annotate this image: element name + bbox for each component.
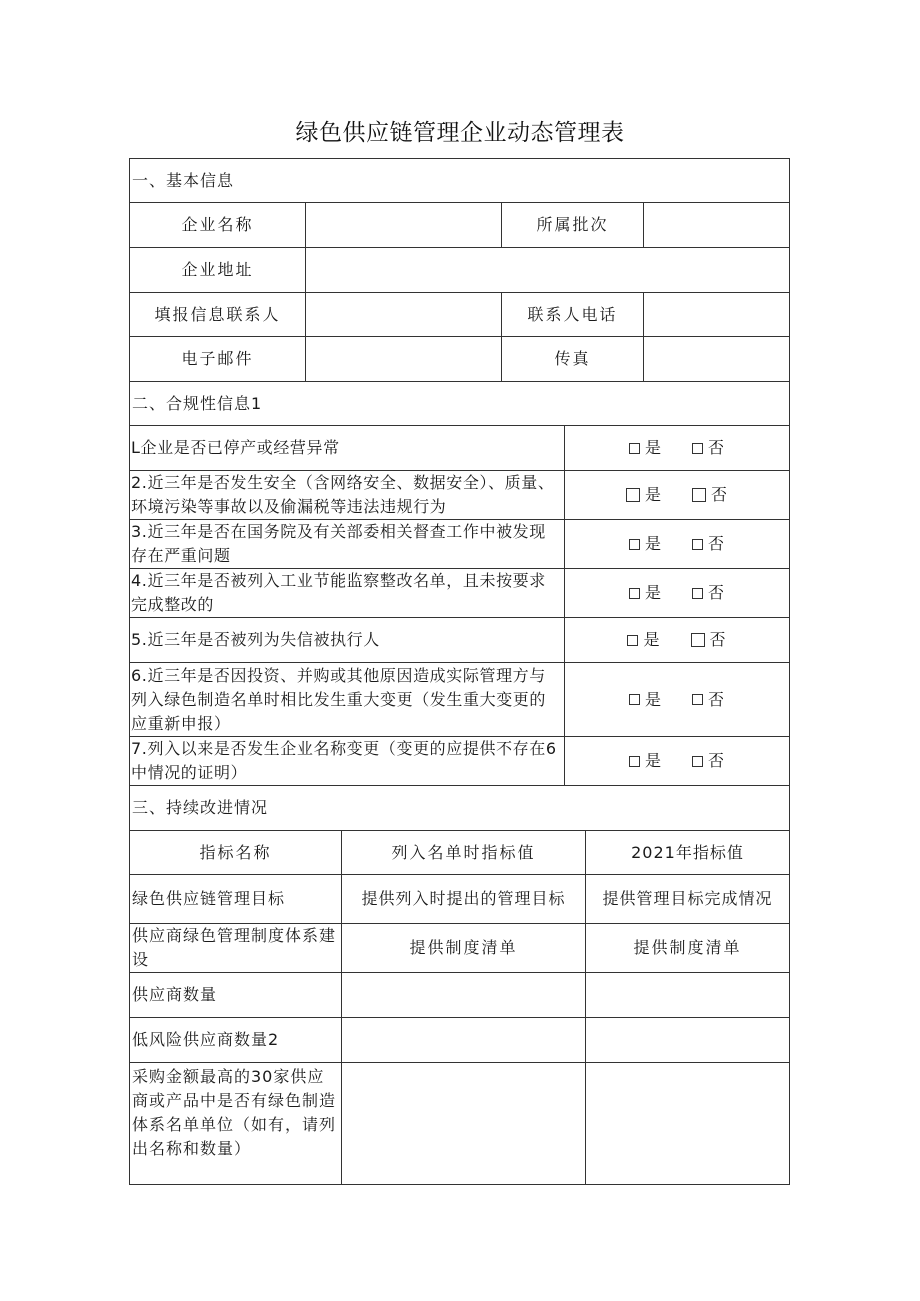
compliance-question: 7.列入以来是否发生企业名称变更（变更的应提供不存在6中情况的证明） — [131, 739, 557, 782]
company-name-input[interactable] — [305, 203, 501, 247]
no-label: 否 — [708, 583, 726, 602]
section-3-header-row — [129, 786, 790, 831]
indicator-name: 低风险供应商数量2 — [132, 1030, 280, 1049]
section-1-header-row — [129, 158, 790, 203]
listed-value-cell[interactable] — [341, 1063, 585, 1184]
yes-checkbox[interactable] — [629, 581, 662, 605]
compliance-question: 2.近三年是否发生安全（含网络安全、数据安全）、质量、环境污染等事故以及偷漏税等违法违规行为 — [131, 473, 555, 516]
no-checkbox[interactable] — [692, 581, 725, 605]
management-form — [129, 158, 790, 1185]
address-input[interactable] — [305, 248, 789, 292]
checkbox-icon — [692, 443, 703, 454]
email-input[interactable] — [305, 337, 501, 381]
indicator-name: 供应商数量 — [132, 985, 218, 1004]
compliance-question: 5.近三年是否被列为失信被执行人 — [131, 630, 380, 649]
yes-label: 是 — [644, 438, 662, 457]
phone-label: 联系人电话 — [501, 293, 643, 336]
no-label: 否 — [708, 689, 726, 709]
indicator-name: 采购金额最高的30家供应商或产品中是否有绿色制造体系名单单位（如有，请列出名称和数量） — [132, 1067, 337, 1158]
listed-value-cell[interactable]: 提供制度清单 — [341, 924, 585, 972]
checkbox-icon — [629, 443, 640, 454]
compliance-question: L企业是否已停产或经营异常 — [131, 438, 340, 457]
yes-no-options — [564, 618, 789, 662]
phone-input[interactable] — [643, 293, 789, 336]
table-header-row — [129, 831, 790, 875]
email-row — [129, 337, 790, 382]
table-row — [129, 1063, 790, 1185]
email-label: 电子邮件 — [181, 349, 254, 368]
compliance-row — [129, 426, 790, 471]
table-row — [129, 973, 790, 1018]
compliance-question: 6.近三年是否因投资、并购或其他原因造成实际管理方与列入绿色制造名单时相比发生重大变更（发生重大变更的应重新申报） — [131, 665, 547, 733]
batch-input[interactable] — [643, 203, 789, 247]
yes-no-options — [564, 569, 789, 617]
table-row — [129, 875, 790, 924]
checkbox-icon — [692, 488, 706, 502]
section-3-heading: 三、持续改进情况 — [132, 798, 269, 817]
table-row — [129, 924, 790, 973]
contact-input[interactable] — [305, 293, 501, 336]
yes-label: 是 — [644, 689, 662, 709]
company-name-label: 企业名称 — [181, 215, 254, 234]
address-label: 企业地址 — [181, 260, 254, 279]
current-value-cell[interactable]: 提供管理目标完成情况 — [585, 875, 789, 923]
no-label: 否 — [711, 485, 729, 504]
indicator-name: 供应商绿色管理制度体系建设 — [132, 926, 337, 969]
current-value-cell[interactable] — [585, 1063, 789, 1184]
checkbox-icon — [627, 635, 638, 646]
checkbox-icon — [691, 633, 705, 647]
section-2-heading: 二、合规性信息1 — [132, 393, 263, 413]
checkbox-icon — [692, 694, 703, 705]
listed-value-cell[interactable] — [341, 1018, 585, 1062]
yes-label: 是 — [643, 630, 661, 649]
checkbox-icon — [629, 539, 640, 550]
current-value-cell[interactable]: 提供制度清单 — [585, 924, 789, 972]
no-checkbox[interactable] — [692, 688, 725, 712]
yes-checkbox[interactable] — [626, 483, 662, 507]
fax-input[interactable] — [643, 337, 789, 381]
yes-no-options — [564, 663, 789, 736]
compliance-row — [129, 663, 790, 737]
fax-label: 传真 — [501, 337, 643, 381]
compliance-row — [129, 520, 790, 569]
no-label: 否 — [708, 534, 726, 553]
yes-label: 是 — [644, 485, 662, 504]
listed-value-cell[interactable] — [341, 973, 585, 1017]
no-checkbox[interactable] — [692, 483, 728, 507]
no-checkbox[interactable] — [691, 628, 727, 652]
column-header-2021-value: 2021年指标值 — [585, 831, 789, 874]
yes-no-options — [564, 520, 789, 568]
yes-checkbox[interactable] — [629, 749, 662, 773]
checkbox-icon — [692, 588, 703, 599]
address-row — [129, 248, 790, 293]
page-title: 绿色供应链管理企业动态管理表 — [295, 120, 625, 146]
yes-label: 是 — [644, 583, 662, 602]
column-header-listed-value: 列入名单时指标值 — [341, 831, 585, 874]
no-checkbox[interactable] — [692, 532, 725, 556]
checkbox-icon — [629, 694, 640, 705]
checkbox-icon — [692, 756, 703, 767]
section-1-heading: 一、基本信息 — [132, 170, 235, 190]
section-2-header-row — [129, 382, 790, 426]
column-header-indicator: 指标名称 — [199, 842, 272, 862]
yes-no-options — [564, 737, 789, 785]
checkbox-icon — [629, 588, 640, 599]
yes-no-options — [564, 426, 789, 470]
yes-label: 是 — [644, 534, 662, 553]
yes-checkbox[interactable] — [629, 436, 662, 460]
company-name-row — [129, 203, 790, 248]
table-row — [129, 1018, 790, 1063]
batch-label: 所属批次 — [501, 203, 643, 247]
yes-checkbox[interactable] — [627, 628, 660, 652]
yes-no-options — [564, 471, 789, 519]
no-label: 否 — [709, 630, 727, 649]
no-checkbox[interactable] — [692, 436, 725, 460]
compliance-row — [129, 471, 790, 520]
indicator-name: 绿色供应链管理目标 — [132, 889, 286, 908]
compliance-row — [129, 569, 790, 618]
yes-checkbox[interactable] — [629, 688, 662, 712]
checkbox-icon — [626, 488, 640, 502]
checkbox-icon — [692, 539, 703, 550]
compliance-question: 4.近三年是否被列入工业节能监察整改名单，且未按要求完成整改的 — [131, 571, 546, 614]
listed-value-cell[interactable]: 提供列入时提出的管理目标 — [341, 875, 585, 923]
compliance-question: 3.近三年是否在国务院及有关部委相关督查工作中被发现存在严重问题 — [131, 522, 546, 565]
no-label: 否 — [708, 751, 726, 770]
contact-row — [129, 293, 790, 337]
checkbox-icon — [629, 756, 640, 767]
yes-checkbox[interactable] — [629, 532, 662, 556]
yes-label: 是 — [644, 751, 662, 770]
current-value-cell[interactable] — [585, 973, 789, 1017]
no-label: 否 — [708, 438, 726, 457]
no-checkbox[interactable] — [692, 749, 725, 773]
compliance-row — [129, 737, 790, 786]
compliance-row — [129, 618, 790, 663]
current-value-cell[interactable] — [585, 1018, 789, 1062]
contact-label: 填报信息联系人 — [154, 304, 281, 324]
